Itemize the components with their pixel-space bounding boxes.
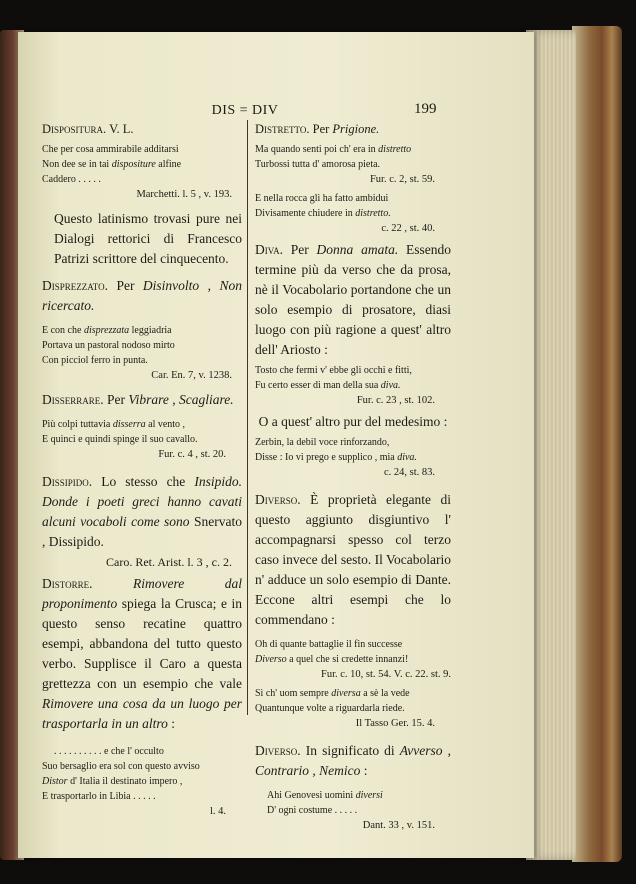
verse-text: Ma quando senti poi ch' era in bbox=[255, 144, 379, 155]
verse-italic: diva. bbox=[397, 452, 417, 463]
entry-text: . bbox=[89, 576, 133, 591]
entry-distorre bbox=[42, 574, 242, 734]
verse-line: . . . . . . . . . . e che l' occulto bbox=[54, 746, 164, 757]
headword: Disserrare bbox=[42, 392, 101, 407]
verse-text: Non dee se in tai bbox=[42, 159, 112, 170]
verse-text: a sè la vede bbox=[360, 688, 410, 699]
headword: Diverso bbox=[255, 743, 298, 758]
verse-italic: Distor bbox=[42, 776, 68, 787]
entry-text: . Per bbox=[100, 392, 129, 407]
verse-text: a quel che si credette innanzi! bbox=[286, 654, 409, 665]
verse-line: Suo bersaglio era sol con questo avviso bbox=[42, 761, 200, 772]
entry-text: . Per bbox=[306, 122, 333, 136]
definition: Rimovere dal proponimento bbox=[42, 576, 242, 611]
verse-text: al vento , bbox=[145, 419, 186, 430]
citation: Fur. c. 2, st. 59. bbox=[369, 174, 435, 185]
entry-text: . È proprietà elegante di questo aggiunto disgiuntivo l' accompagnarsi spesso col terzo caso invece del sesto. Il Vocabolario n' adduce un solo esempio di Dante. Eccone altri esempi che lo commendano : bbox=[255, 492, 451, 627]
entry-diverso-2 bbox=[255, 741, 451, 781]
verse-text: leggiadria bbox=[129, 325, 172, 336]
verse-line bbox=[255, 788, 451, 803]
citation: Fur. c. 4 , st. 20. bbox=[158, 449, 226, 460]
definition: Rimovere una cosa da un luogo per trasportarla in un altro bbox=[42, 696, 242, 731]
verse-line: Con picciol ferro in punta. bbox=[42, 355, 148, 366]
paragraph: Questo latinismo trovasi pure nei Dialogi rettorici di Francesco Patrizi scrittore del cinquecento. bbox=[54, 211, 242, 266]
left-column bbox=[42, 120, 242, 819]
citation: l. 4. bbox=[209, 806, 226, 817]
verse-line: Che per cosa ammirabile additarsi bbox=[42, 144, 179, 155]
verse-line: Portava un pastoral nodoso mirto bbox=[42, 340, 175, 351]
citation: Fur. c. 10, st. 54. V. c. 22. st. 9. bbox=[321, 669, 451, 680]
entry-text: . Lo stesso che bbox=[88, 474, 195, 489]
verse-line: Oh di quante battaglie il fin successe bbox=[255, 639, 403, 650]
verse-text: Disse : Io vi prego e supplico , mia bbox=[255, 452, 398, 463]
definition: Donna amata. bbox=[316, 242, 399, 257]
verse-line bbox=[42, 157, 242, 172]
definition: Avverso , Contrario , Nemico bbox=[255, 743, 451, 778]
headword: Dissipido bbox=[42, 474, 89, 489]
entry-text: Snervato , Dissipido. bbox=[42, 514, 242, 549]
citation: Dant. 33 , v. 151. bbox=[362, 820, 435, 831]
verse-italic: dispositure bbox=[111, 159, 156, 170]
verse-line: D' ogni costume . . . . . bbox=[267, 805, 358, 816]
citation: Caro. Ret. Arist. l. 3 , c. 2. bbox=[106, 555, 232, 569]
entry-diva bbox=[255, 240, 451, 360]
verse-text: Sì ch' uom sempre bbox=[255, 688, 332, 699]
verse-line bbox=[255, 142, 451, 157]
running-head: DIS = DIV bbox=[211, 103, 279, 118]
verse-text: Più colpi tuttavia bbox=[42, 419, 113, 430]
citation: c. 22 , st. 40. bbox=[381, 223, 435, 234]
verse-text: Ahi Genovesi uomini bbox=[267, 790, 356, 801]
headword: Diva bbox=[255, 242, 280, 257]
citation: Il Tasso Ger. 15. 4. bbox=[355, 718, 435, 729]
verse-line: Caddero . . . . . bbox=[42, 174, 101, 185]
verse-line: Turbossi tutta d' amorosa pieta. bbox=[255, 159, 381, 170]
verse-line bbox=[42, 774, 242, 789]
verse-line bbox=[255, 378, 451, 393]
verse-text: Divisamente chiudere in bbox=[255, 208, 356, 219]
verse-italic: diversi bbox=[355, 790, 383, 801]
verse-italic: distretto. bbox=[355, 208, 391, 219]
verse-line bbox=[255, 652, 451, 667]
verse-italic: distretto bbox=[378, 144, 412, 155]
verse-italic: diva. bbox=[380, 380, 401, 391]
entry-text: . Per bbox=[279, 242, 317, 257]
page-number: 199 bbox=[414, 101, 437, 117]
column-divider bbox=[247, 120, 248, 715]
entry-text: . In significato di bbox=[297, 743, 400, 758]
verse-line bbox=[255, 686, 451, 701]
verse-line bbox=[255, 450, 451, 465]
citation: c. 24, st. 83. bbox=[383, 467, 435, 478]
entry-text: : bbox=[167, 716, 176, 731]
entry-text: . Per bbox=[104, 278, 143, 293]
headword: Dispositura bbox=[42, 122, 104, 136]
paragraph: O a quest' altro pur del medesimo : bbox=[258, 414, 448, 429]
entry-dissipido bbox=[42, 472, 242, 552]
definition: Disinvolto , Non ricercato. bbox=[42, 278, 242, 313]
citation: Marchetti. l. 5 , v. 193. bbox=[136, 189, 232, 200]
verse-line: E quinci e quindi spinge il suo cavallo. bbox=[42, 434, 198, 445]
verse-text: d' Italia il destinato impero , bbox=[67, 776, 183, 787]
verse-text: Fu certo esser di man della sua bbox=[255, 380, 381, 391]
verse-italic: disserra bbox=[112, 419, 146, 430]
headword: Diverso bbox=[255, 492, 298, 507]
entry-disprezzato bbox=[42, 276, 242, 316]
book-cover-right bbox=[572, 26, 622, 862]
entry-diverso bbox=[255, 490, 451, 630]
citation: Car. En. 7, v. 1238. bbox=[151, 370, 232, 381]
headword: Distretto bbox=[255, 122, 307, 136]
entry-dispositura bbox=[42, 120, 242, 139]
headword: Disprezzato bbox=[42, 278, 105, 293]
verse-line bbox=[42, 417, 242, 432]
entry-text: . V. L. bbox=[103, 122, 134, 136]
right-column bbox=[255, 120, 451, 833]
verse-line: E trasportarlo in Libia . . . . . bbox=[42, 791, 156, 802]
verse-line bbox=[42, 323, 242, 338]
verse-line: Zerbin, la debil voce rinforzando, bbox=[255, 437, 390, 448]
entry-distretto bbox=[255, 120, 451, 139]
entry-text: spiega la Crusca; e in questo senso recatine quattro esempi, abbandona del tutto questo verbo. Supplisce il Caro a questa grettezza con un esempio che vale bbox=[42, 596, 242, 691]
citation: Fur. c. 23 , st. 102. bbox=[356, 395, 435, 406]
verse-italic: diversa bbox=[331, 688, 361, 699]
entry-text: : bbox=[360, 763, 368, 778]
verse-italic: disprezzata bbox=[83, 325, 130, 336]
verse-line bbox=[255, 206, 451, 221]
definition: Insipido. Donde i poeti greci hanno cavati alcuni vocaboli come sono bbox=[42, 474, 242, 529]
verse-line: E nella rocca gli ha fatto ambidui bbox=[255, 193, 389, 204]
verse-line: Tosto che fermi v' ebbe gli occhi e fitti, bbox=[255, 365, 412, 376]
entry-disserrare bbox=[42, 390, 242, 410]
entry-text: Essendo termine più da verso che da prosa, nè il Vocabolario portandone che un solo esempio di prosatore, diasi luogo con più ragione a quest' altro dell' Ariosto : bbox=[255, 242, 452, 357]
verse-line: Quantunque volte a riguardarla riede. bbox=[255, 703, 405, 714]
definition: Prigione. bbox=[332, 122, 380, 136]
verse-text: E con che bbox=[42, 325, 84, 336]
definition: Vibrare , Scagliare. bbox=[128, 392, 234, 407]
verse-italic: Diverso bbox=[255, 654, 287, 665]
headword: Distorre bbox=[42, 576, 90, 591]
verse-text: alfine bbox=[155, 159, 182, 170]
